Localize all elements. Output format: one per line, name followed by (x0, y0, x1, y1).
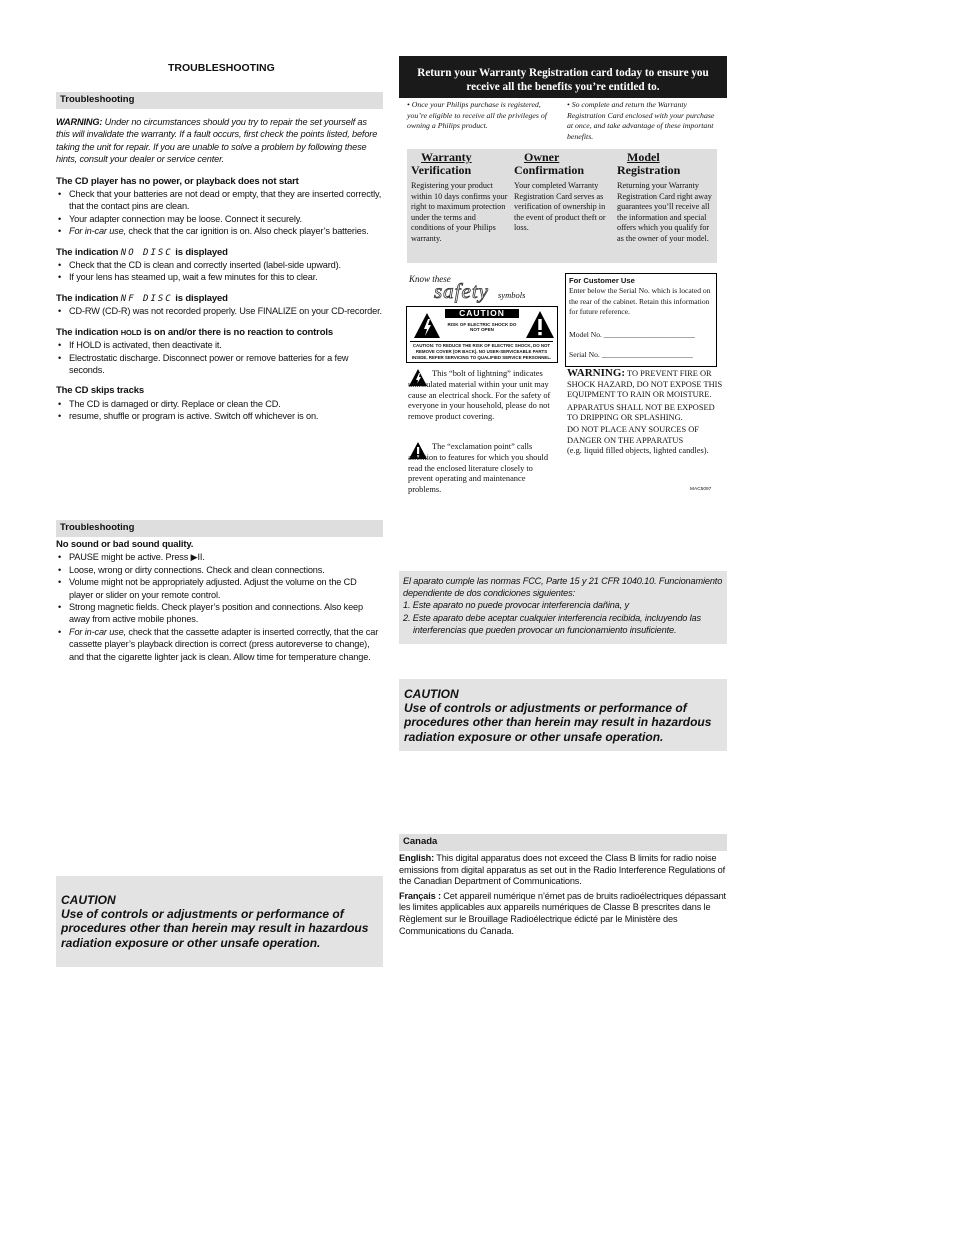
section-title-hold (56, 327, 382, 339)
list-no-power (56, 188, 382, 238)
know-these-label: Know these (409, 274, 451, 284)
document-code: MAC5097 (690, 487, 712, 492)
indication-suffix: is on and/or there is no reaction to controls (141, 326, 334, 338)
caution-box-left (56, 876, 383, 967)
bullet-text: Once your Philips purchase is registered, you’re eligible to receive all the privileges of owning a Philips product. (407, 100, 547, 130)
indication-prefix: The indication (56, 292, 121, 304)
section-title-nf-disc (56, 293, 382, 305)
section-title-skips: The CD skips tracks (56, 385, 144, 397)
list-item: • Check that your batteries are not dead or empty, that they are inserted correctly, that the contact pins are clean. (56, 188, 382, 213)
bullet-dot: • (407, 100, 412, 109)
lcd-no-disc: NO DISC (120, 247, 173, 258)
warning-label: WARNING: (56, 117, 103, 127)
customer-use-box (565, 273, 717, 367)
troubleshooting-block-1 (56, 116, 382, 423)
section-bar-canada: Canada (399, 834, 727, 851)
list-item: • PAUSE might be active. Press ▶II. (56, 551, 382, 563)
bullet-dot: • (567, 100, 572, 109)
spanish-text-2: 1. Este aparato no puede provocar interferencia dañina, y (403, 600, 629, 611)
caution-small-text: CAUTION: TO REDUCE THE RISK OF ELECTRIC SHOCK, DO NOT REMOVE COVER (OR BACK). NO USER-SERVICEABLE PARTS INSIDE. REFER SERVICING TO QUALIFIED SERVICE PERSONNEL. (411, 343, 552, 360)
benefit-title: Model Registration (617, 150, 681, 177)
benefit-owner (514, 151, 612, 234)
benefit-text: Your completed Warranty Registration Card serves as verification of ownership in the event of product theft or loss. (514, 181, 606, 233)
lightning-triangle-icon (413, 312, 441, 339)
french-paragraph (399, 891, 727, 937)
section-title-no-sound: No sound or bad sound quality. (56, 539, 194, 550)
english-paragraph (399, 853, 727, 888)
indication-prefix: The indication (56, 246, 121, 258)
list-item: • Loose, wrong or dirty connections. Check and clean connections. (56, 564, 382, 576)
list-hold (56, 339, 382, 376)
list-item: • The CD is damaged or dirty. Replace or clean the CD. (56, 398, 382, 410)
warning-block (567, 368, 725, 457)
model-no-field: Model No. ________________________ (569, 329, 695, 339)
spanish-fcc-box (399, 571, 727, 644)
benefit-text: Returning your Warranty Registration Card right away guarantees you’ll receive all the information and special offers which you qualify for as the owner of your model. (617, 181, 712, 243)
in-car-text: check that the cassette adapter is inserted correctly, that the car cassette player’s playback direction is correct (press autoreverse to change), and that the cigarette lighter jack is clean. Allow time for temperature change. (69, 626, 379, 662)
list-item: • Volume might not be appropriately adjusted. Adjust the volume on the CD player or slider on your remote control. (56, 576, 382, 601)
page-heading: TROUBLESHOOTING (168, 62, 275, 74)
list-item: • CD-RW (CD-R) was not recorded properly. Use FINALIZE on your CD-recorder. (56, 305, 382, 317)
warning-paragraph (56, 116, 382, 166)
exclamation-triangle-icon (525, 310, 555, 339)
section-bar-troubleshooting-2: Troubleshooting (56, 520, 383, 537)
indication-suffix: is displayed (172, 246, 228, 258)
caution-text: Use of controls or adjustments or performance of procedures other than herein may result in hazardous radiation exposure or other unsafe operation. (404, 701, 712, 744)
canada-block (399, 853, 727, 937)
spanish-text-1: El aparato cumple las normas FCC, Parte 15 y 21 CFR 1040.10. Funcionamiento dependiente de dos condiciones siguientes: (403, 576, 723, 599)
french-text: Cet appareil numérique n’émet pas de bruits radioélectriques dépassant les limites applicables aux appareils numériques de Classe B prescrites dans le Règlement sur le Brouillage Radioélectrique édicté par le Ministère des Communications du Canada. (399, 890, 726, 936)
benefit-warranty (411, 151, 509, 245)
lcd-nf-disc: NF DISC (120, 293, 173, 304)
english-label: English: (399, 853, 435, 863)
banner-bullet-left (407, 100, 557, 132)
in-car-text: check that the car ignition is on. Also check player’s batteries. (125, 226, 369, 237)
hold-label: HOLD (120, 327, 142, 337)
customer-use-text: Enter below the Serial No. which is located on the rear of the cabinet. Retain this information for future reference. (569, 286, 711, 317)
warranty-banner: Return your Warranty Registration card today to ensure you receive all the benefits you’re entitled to. (399, 56, 727, 98)
section-title-no-disc (56, 247, 382, 259)
in-car-label: For in-car use, (69, 626, 126, 637)
banner-bullet-right (567, 100, 717, 142)
exclamation-explanation: The “exclamation point” calls attention to features for which you should read the enclosed literature closely to prevent operating and maintenance problems. (408, 442, 549, 495)
benefit-title: Warranty Verification (411, 150, 472, 177)
bolt-explanation: This “bolt of lightning” indicates uninsulated material within your unit may cause an electrical shock. For the safety of everyone in your household, please do not remove product covering. (408, 369, 551, 422)
list-no-disc (56, 259, 382, 284)
warning-head: WARNING: (567, 367, 626, 379)
french-label: Français : (399, 890, 441, 901)
section-bar-troubleshooting: Troubleshooting (56, 92, 383, 109)
benefit-text: Registering your product within 10 days confirms your right to maximum protection under the terms and conditions of your Philips warranty. (411, 181, 508, 243)
section-title-no-power: The CD player has no power, or playback does not start (56, 175, 299, 187)
list-item (56, 225, 382, 237)
symbols-label: symbols (498, 290, 526, 300)
list-item: • Electrostatic discharge. Disconnect power or remove batteries for a few seconds. (56, 352, 382, 377)
english-text: This digital apparatus does not exceed the Class B limits for radio noise emissions from digital apparatus as set out in the Radio Interference Regulations of the Canadian Department of Communications. (399, 853, 725, 887)
caution-text: Use of controls or adjustments or performance of procedures other than herein may result in hazardous radiation exposure or other unsafe operation. (61, 907, 369, 950)
spanish-text-3: 2. Este aparato debe aceptar cualquier interferencia recibida, incluyendo las interferencias que pueden provocar un funcionamiento insuficiente. (403, 612, 701, 635)
risk-text: RISK OF ELECTRIC SHOCK DO NOT OPEN (447, 322, 517, 333)
apparatus-text-3: (e.g. liquid filled objects, lighted candles). (567, 446, 709, 456)
warning-fire-text (567, 368, 725, 401)
benefit-title: Owner Confirmation (514, 150, 584, 177)
list-item: • If HOLD is activated, then deactivate it. (56, 339, 382, 351)
caution-box-right (399, 679, 727, 751)
benefits-panel (407, 149, 717, 263)
in-car-label: For in-car use, (69, 226, 126, 237)
apparatus-text-2: DO NOT PLACE ANY SOURCES OF DANGER ON THE APPARATUS (567, 424, 699, 445)
list-item: • If your lens has steamed up, wait a few minutes for this to clear. (56, 271, 382, 283)
list-no-sound (56, 551, 382, 663)
list-nf-disc (56, 305, 382, 317)
benefit-model (617, 151, 715, 245)
caution-title: CAUTION (404, 687, 459, 701)
list-item: • Strong magnetic fields. Check player’s position and connections. Also keep away from active mobile phones. (56, 601, 382, 626)
warning-text: Under no circumstances should you try to repair the set yourself as this will invalidate the warranty. If a fault occurs, first check the points listed, before taking the unit for repair. If you are unable to solve a problem by following these hints, consult your dealer or service center. (56, 117, 378, 165)
caution-black-label: CAUTION (445, 309, 519, 318)
customer-use-title: For Customer Use (569, 276, 635, 285)
indication-prefix: The indication (56, 326, 121, 338)
caution-title: CAUTION (61, 893, 116, 907)
serial-no-field: Serial No. ________________________ (569, 350, 693, 360)
indication-suffix: is displayed (172, 292, 228, 304)
list-item: • Your adapter connection may be loose. Connect it securely. (56, 213, 382, 225)
list-item (56, 626, 382, 663)
list-skips (56, 398, 382, 423)
apparatus-text-1: APPARATUS SHALL NOT BE EXPOSED TO DRIPPING OR SPLASHING. (567, 402, 715, 423)
troubleshooting-block-2 (56, 539, 382, 663)
bullet-text: So complete and return the Warranty Registration Card enclosed with your purchase at once, and take advantage of these important benefits. (567, 100, 715, 141)
list-item: • Check that the CD is clean and correctly inserted (label-side upward). (56, 259, 382, 271)
warning-rest: TO PREVENT FIRE OR SHOCK HAZARD, DO NOT EXPOSE THIS EQUIPMENT TO RAIN OR MOISTURE. (567, 369, 723, 400)
safety-label: safety (434, 279, 489, 303)
list-item: • resume, shuffle or program is active. Switch off whichever is on. (56, 410, 382, 422)
caution-label-graphic (406, 306, 558, 363)
